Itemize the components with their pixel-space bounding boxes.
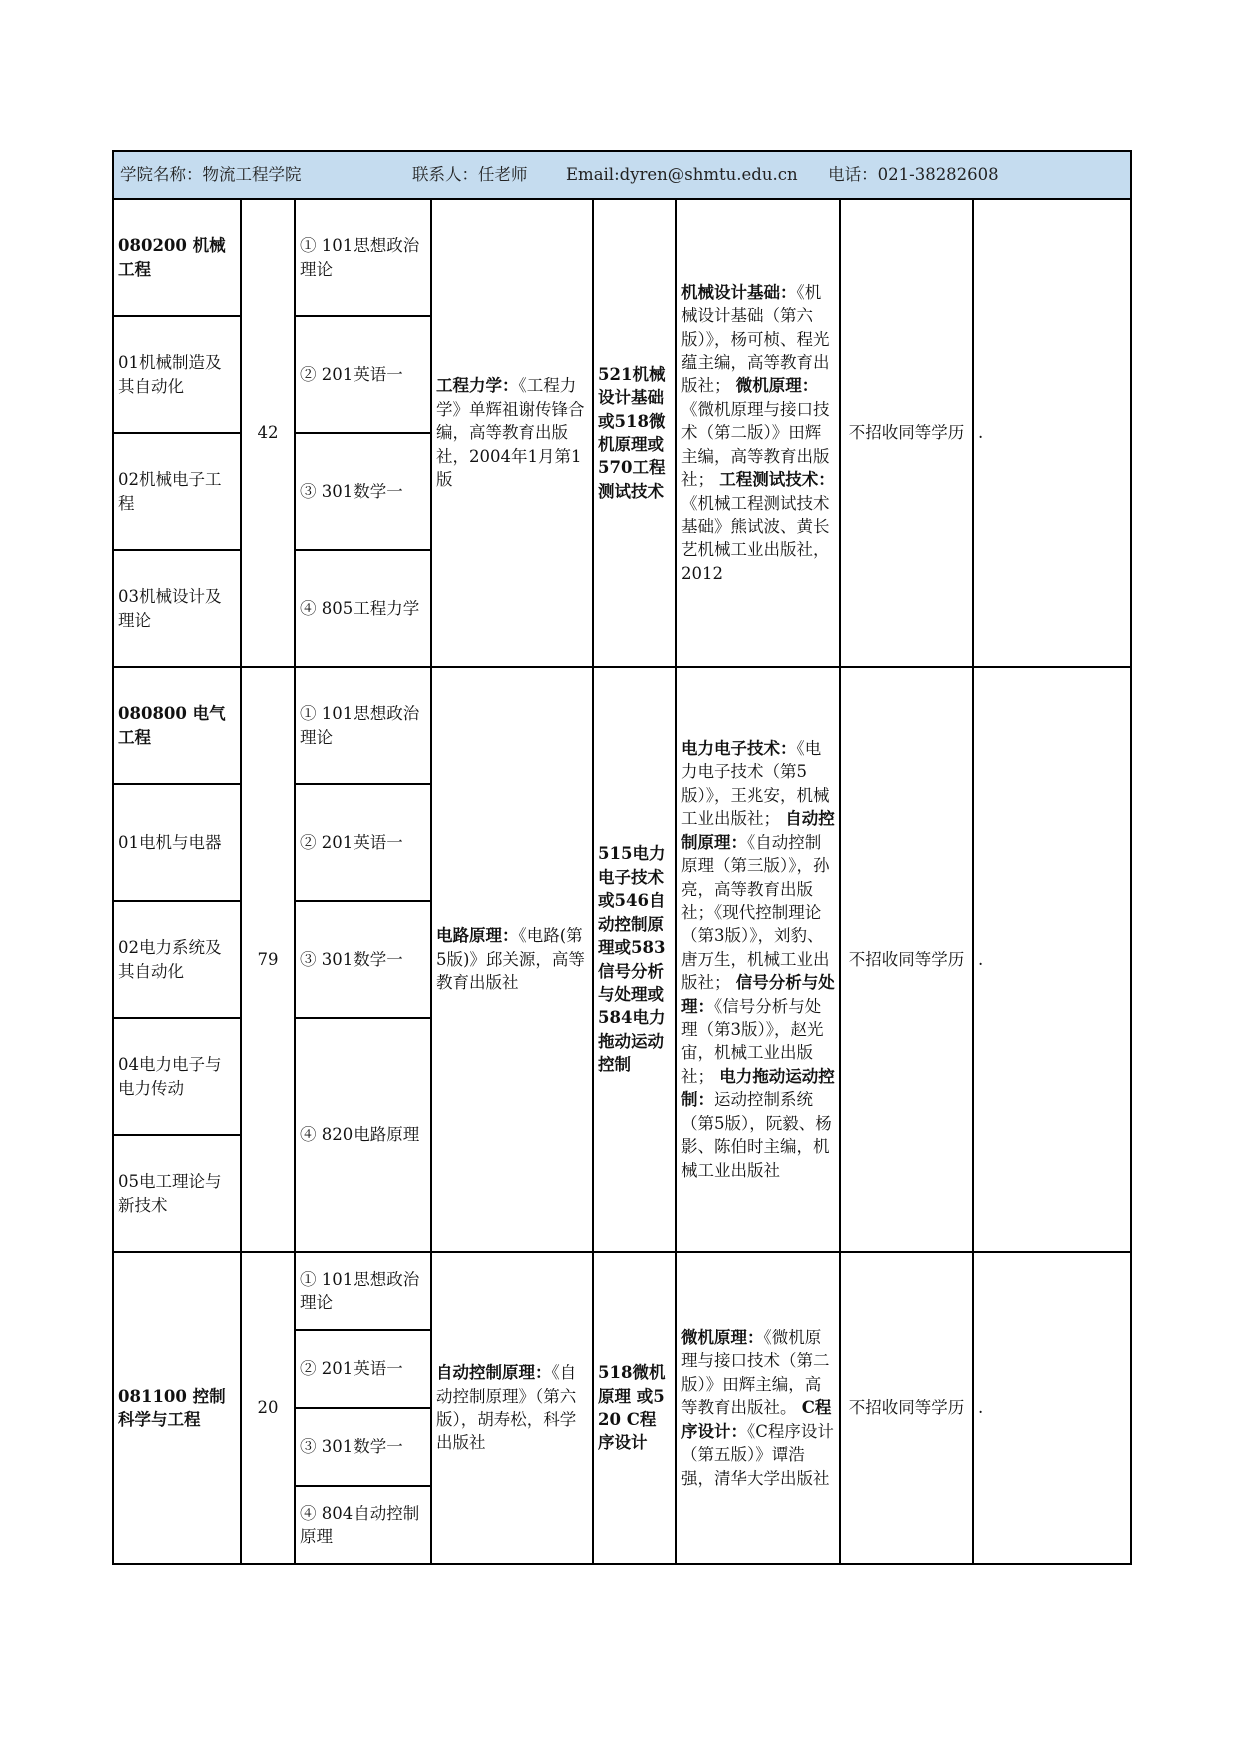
exam-subject: ④ 804自动控制原理 [295, 1486, 431, 1564]
remark: . [973, 1252, 1131, 1564]
direction-cell: 02电力系统及其自动化 [113, 901, 241, 1018]
exam-subject: ① 101思想政治理论 [295, 667, 431, 784]
retest-reference-title: 电力拖动运动控制： [681, 1066, 835, 1110]
exam-subject: ③ 301数学一 [295, 433, 431, 550]
exam-subject: ④ 805工程力学 [295, 550, 431, 667]
direction-cell: 04电力电子与电力传动 [113, 1018, 241, 1135]
exam-subject: ② 201英语一 [295, 316, 431, 433]
major-cell: 080800 电气工程 [113, 667, 241, 784]
admissions-table [112, 150, 1132, 1565]
retest-reference-text: 《C程序设计（第五版）》谭浩强，清华大学出版社 [681, 1421, 834, 1488]
exam-reference-cell [431, 1252, 593, 1564]
exam-reference-cell [431, 667, 593, 1252]
contact-email: Email:dyren@shmtu.edu.cn [566, 165, 798, 185]
retest-reference-title: 信号分析与处理： [681, 973, 835, 1016]
exam-subject: ① 101思想政治理论 [295, 199, 431, 316]
table-row [113, 667, 1131, 784]
retest-reference-text: 运动控制系统（第5版），阮毅、杨影、陈伯时主编，机械工业出版社 [681, 1090, 832, 1180]
direction-cell: 01电机与电器 [113, 784, 241, 901]
enrollment-count: 79 [241, 667, 295, 1252]
retest-reference-title: 机械设计基础： [681, 282, 797, 302]
equivalent-policy: 不招收同等学历 [840, 1252, 973, 1564]
major-cell: 081100 控制科学与工程 [113, 1252, 241, 1564]
exam-subject: ② 201英语一 [295, 784, 431, 901]
exam-reference-cell [431, 199, 593, 667]
exam-reference-title: 自动控制原理： [436, 1363, 552, 1383]
exam-reference-title: 工程力学： [436, 376, 519, 396]
exam-reference-text: 《电路(第5版)》邱关源，高等教育出版社 [436, 926, 585, 993]
college-name: 学院名称：物流工程学院 [120, 165, 302, 185]
table-row [113, 1252, 1131, 1330]
exam-subject: ④ 820电路原理 [295, 1018, 431, 1252]
exam-subject: ③ 301数学一 [295, 901, 431, 1018]
retest-reference-title: C程序设计： [681, 1398, 832, 1441]
equivalent-policy: 不招收同等学历 [840, 667, 973, 1252]
retest-reference-title: 微机原理： [681, 1328, 764, 1348]
direction-cell: 03机械设计及理论 [113, 550, 241, 667]
retest-reference-cell [676, 1252, 840, 1564]
header-cell [113, 151, 1131, 199]
retest-reference-text: 《自动控制原理（第三版）》，孙亮，高等教育出版社；《现代控制理论（第3版）》，刘豹、唐万生，机械工业出版社； [681, 832, 830, 993]
retest-subject: 518微机原理 或520 C程序设计 [593, 1252, 676, 1564]
table-row [113, 199, 1131, 316]
retest-reference-title: 自动控制原理： [681, 809, 835, 852]
contact-phone: 电话：021-38282608 [828, 165, 999, 185]
retest-reference-text: 《信号分析与处理（第3版）》，赵光宙，机械工业出版社； [681, 996, 824, 1086]
direction-cell: 01机械制造及其自动化 [113, 316, 241, 433]
enrollment-count: 42 [241, 199, 295, 667]
retest-reference-title: 微机原理： [735, 376, 819, 396]
retest-subject: 521机械设计基础或518微机原理或570工程测试技术 [593, 199, 676, 667]
remark: . [973, 199, 1131, 667]
retest-reference-title: 工程测试技术： [719, 470, 835, 490]
retest-subject: 515电力电子技术或546自动控制原理或583信号分析与处理或584电力拖动运动控制 [593, 667, 676, 1252]
retest-reference-cell [676, 667, 840, 1252]
enrollment-count: 20 [241, 1252, 295, 1564]
retest-reference-text: 《机械工程测试技术基础》熊试波、黄长艺机械工业出版社，2012 [681, 493, 830, 583]
exam-reference-text: 《自动控制原理》（第六版），胡寿松，科学出版社 [436, 1363, 577, 1453]
exam-subject: ③ 301数学一 [295, 1408, 431, 1486]
header-row [113, 151, 1131, 199]
admissions-sheet [112, 150, 1130, 1565]
remark: . [973, 667, 1131, 1252]
retest-reference-cell [676, 199, 840, 667]
retest-reference-text: 《微机原理与接口技术（第二版）》田辉主编，高等教育出版社； [681, 399, 830, 490]
contact-person: 联系人：任老师 [412, 165, 528, 185]
retest-reference-text: 《机械设计基础（第六版）》，杨可桢、程光蕴主编，高等教育出版社； [681, 282, 830, 396]
equivalent-policy: 不招收同等学历 [840, 199, 973, 667]
retest-reference-text: 《微机原理与接口技术（第二版）》田辉主编，高等教育出版社。 [681, 1328, 830, 1418]
exam-reference-text: 《工程力学》单辉祖谢传锋合编，高等教育出版社，2004年1月第1版 [436, 376, 585, 490]
retest-reference-text: 《电力电子技术（第5版）》，王兆安，机械工业出版社； [681, 738, 830, 829]
exam-reference-title: 电路原理： [436, 926, 519, 946]
major-cell: 080200 机械工程 [113, 199, 241, 316]
direction-cell: 02机械电子工程 [113, 433, 241, 550]
exam-subject: ① 101思想政治理论 [295, 1252, 431, 1330]
retest-reference-title: 电力电子技术： [681, 738, 797, 758]
exam-subject: ② 201英语一 [295, 1330, 431, 1408]
direction-cell: 05电工理论与新技术 [113, 1135, 241, 1252]
